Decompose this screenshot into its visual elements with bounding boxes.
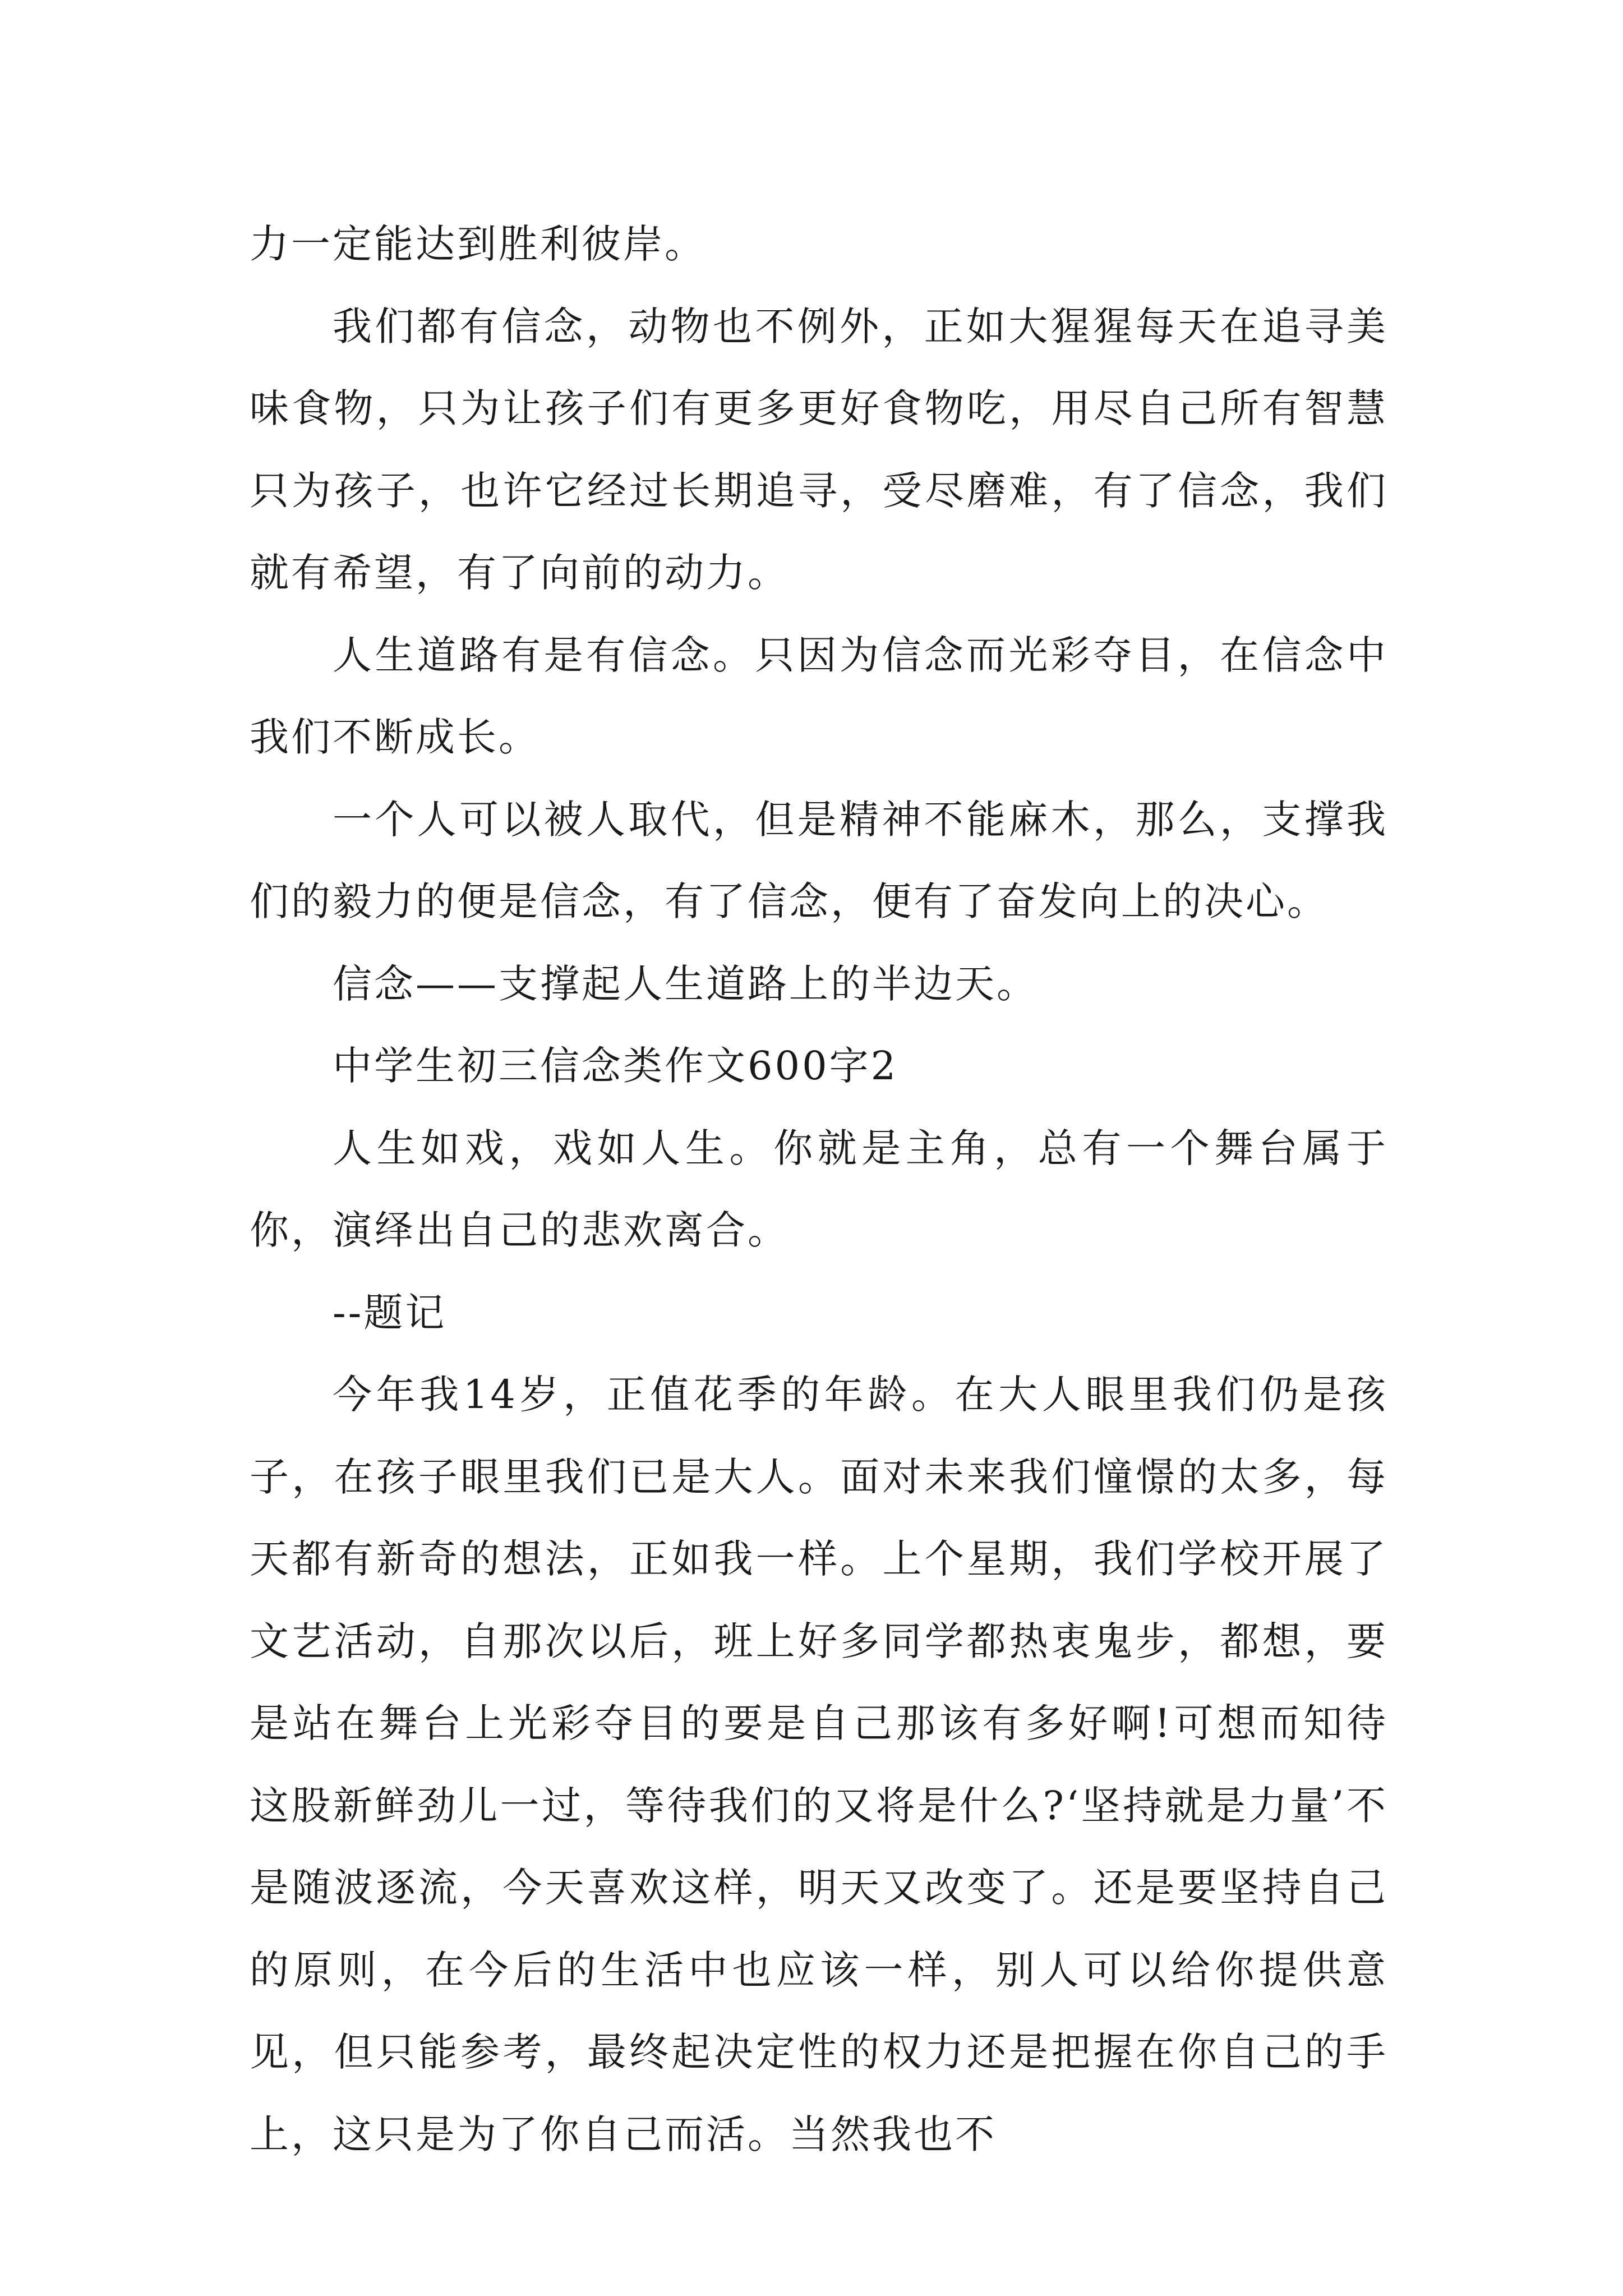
paragraph-1: 力一定能达到胜利彼岸。 <box>250 221 706 267</box>
essay-title: 中学生初三信念类作文600字2 <box>333 1043 898 1089</box>
essay-body <box>250 203 1388 2175</box>
paragraph-3: 人生道路有是有信念。只因为信念而光彩夺目，在信念中我们不断成长。 <box>250 632 1388 760</box>
paragraph-7: 人生如戏，戏如人生。你就是主角，总有一个舞台属于你，演绎出自己的悲欢离合。 <box>250 1125 1388 1253</box>
paragraph-9: 今年我14岁，正值花季的年龄。在大人眼里我们仍是孩子，在孩子眼里我们已是大人。面对未来我们憧憬的太多，每天都有新奇的想法，正如我一样。上个星期，我们学校开展了文艺活动，自那次以后，班上好多同学都热衷鬼步，都想，要是站在舞台上光彩夺目的要是自己那该有多好啊!可想而知待这股新鲜劲儿一过，等待我们的又将是什么?‘坚持就是力量’不是随波逐流，今天喜欢这样，明天又改变了。还是要坚持自己的原则，在今后的生活中也应该一样，别人可以给你提供意见，但只能参考，最终起决定性的权力还是把握在你自己的手上，这只是为了你自己而活。当然我也不 <box>250 1372 1388 2157</box>
paragraph-2: 我们都有信念，动物也不例外，正如大猩猩每天在追寻美味食物，只为让孩子们有更多更好食物吃，用尽自己所有智慧只为孩子，也许它经过长期追寻，受尽磨难，有了信念，我们就有希望，有了向前的动力。 <box>250 303 1388 596</box>
paragraph-4: 一个人可以被人取代，但是精神不能麻木，那么，支撑我们的毅力的便是信念，有了信念，便有了奋发向上的决心。 <box>250 796 1388 924</box>
paragraph-5: 信念——支撑起人生道路上的半边天。 <box>333 960 1038 1007</box>
epigraph-attribution: --题记 <box>333 1289 447 1336</box>
